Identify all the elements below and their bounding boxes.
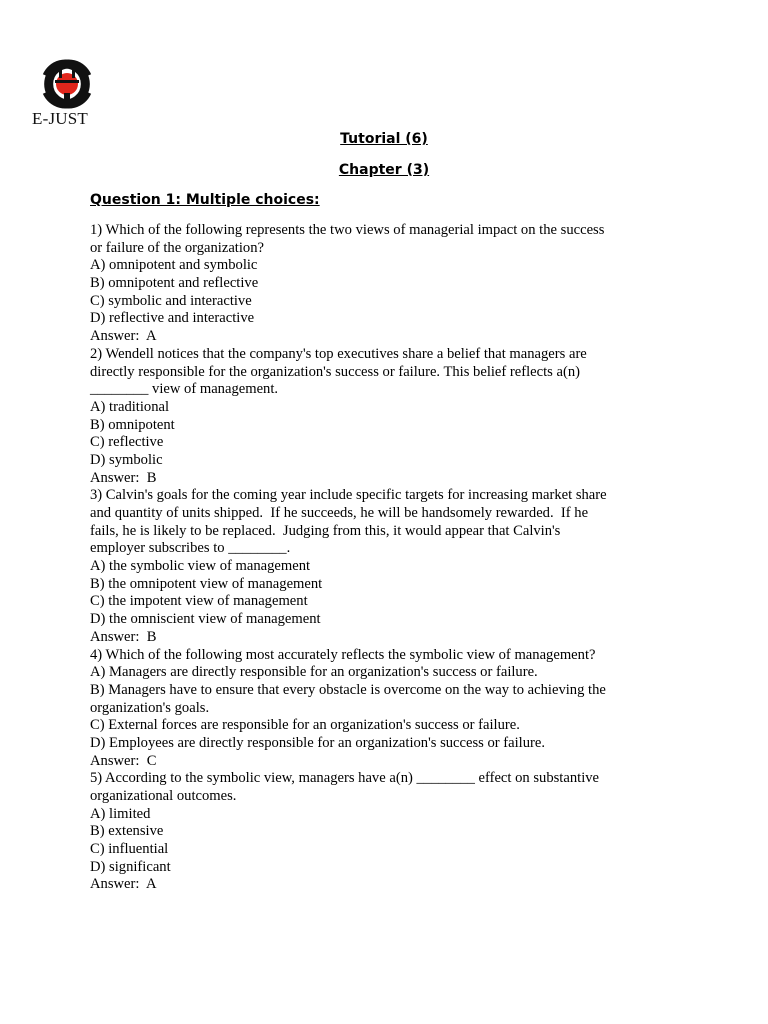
text-line: 3) Calvin's goals for the coming year include specific targets for increasing market share [90, 487, 607, 504]
text-line: organizational outcomes. [90, 788, 237, 804]
text-line: A) Managers are directly responsible for an organization's success or failure. [90, 664, 538, 681]
logo [28, 58, 112, 130]
text-line: C) influential [90, 841, 169, 858]
text-line: ________ view of management. [90, 381, 279, 398]
text-line: B) the omnipotent view of management [90, 575, 323, 592]
text-line: Answer: B [90, 469, 157, 486]
question-content [90, 222, 680, 894]
text-line: organization's goals. [90, 699, 210, 716]
text-line: C) reflective [90, 434, 164, 451]
text-line: B) omnipotent and reflective [90, 275, 259, 292]
text-line: Answer: A [90, 328, 157, 345]
text-line: 2) Wendell notices that the company's top executives share a belief that managers are [90, 345, 587, 362]
text-line: C) the impotent view of management [90, 593, 308, 610]
text-line: 5) According to the symbolic view, managers have a(n) ________ effect on substantive [90, 770, 600, 787]
text-line: D) reflective and interactive [90, 310, 255, 327]
text-line: 4) Which of the following most accurately reflects the symbolic view of management? [90, 646, 596, 663]
text-line: B) Managers have to ensure that every obstacle is overcome on the way to achieving the [90, 681, 606, 698]
text-line: B) omnipotent [90, 416, 175, 433]
section-title: Question 1: Multiple choices: [90, 192, 320, 208]
text-line: A) omnipotent and symbolic [90, 257, 258, 274]
text-line: A) traditional [90, 398, 170, 415]
text-line: fails, he is likely to be replaced. Judging from this, it would appear that Calvin's [90, 522, 561, 539]
text-line: Answer: C [90, 752, 157, 769]
text-line: D) symbolic [90, 451, 163, 468]
e-just-emblem-icon [38, 58, 96, 110]
text-line: and quantity of units shipped. If he succeeds, he will be handsomely rewarded. If he [90, 505, 589, 521]
tutorial-title: Tutorial (6) [340, 131, 428, 147]
text-line: Answer: A [90, 876, 157, 893]
text-line: D) Employees are directly responsible for an organization's success or failure. [90, 734, 546, 751]
text-line: D) significant [90, 858, 171, 875]
text-line: or failure of the organization? [90, 239, 264, 256]
text-line: D) the omniscient view of management [90, 611, 321, 628]
text-line: B) extensive [90, 823, 164, 840]
chapter-title: Chapter (3) [338, 162, 430, 178]
text-line: directly responsible for the organization's success or failure. This belief reflects a(n) [90, 363, 580, 380]
text-line: employer subscribes to ________. [90, 540, 291, 557]
text-line: A) limited [90, 805, 151, 822]
text-line: A) the symbolic view of management [90, 558, 311, 575]
logo-text: E-JUST [32, 109, 88, 128]
text-line: C) symbolic and interactive [90, 292, 252, 309]
text-line: Answer: B [90, 628, 157, 645]
text-line: C) External forces are responsible for an organization's success or failure. [90, 717, 520, 734]
text-line: 1) Which of the following represents the two views of managerial impact on the success [90, 222, 605, 238]
